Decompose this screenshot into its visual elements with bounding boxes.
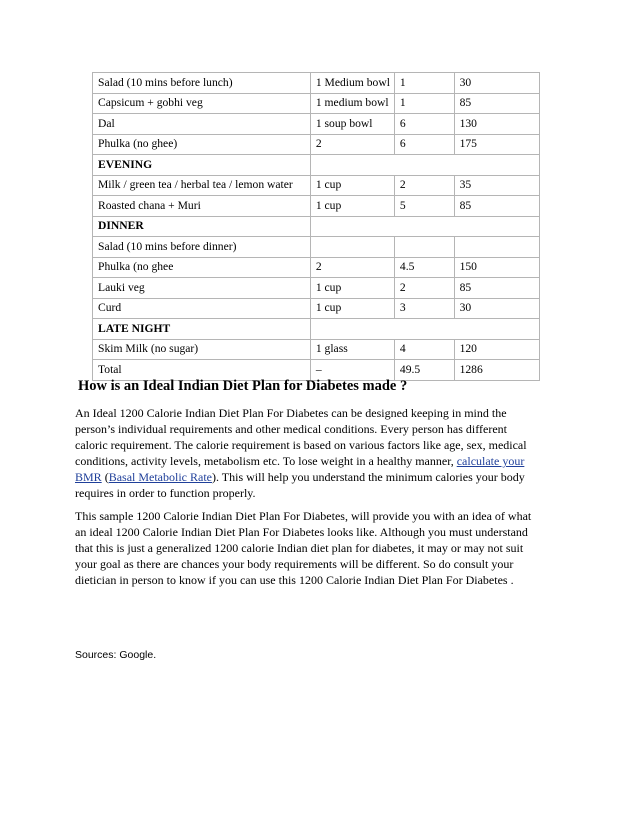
calories-cell: 30 [454,298,539,319]
calories-cell: 120 [454,339,539,360]
section-label: DINNER [93,216,311,237]
diet-plan-table-body [93,73,540,381]
value-cell: 5 [394,196,454,217]
paragraph-text: ). This will help you understand the minimum calories your body [212,470,525,484]
sample-plan-paragraph [75,508,565,588]
quantity-cell: 1 cup [310,278,394,299]
calories-cell: 150 [454,257,539,278]
paragraph-text: ( [101,470,109,484]
food-cell: Dal [93,114,311,135]
table-row [93,298,540,319]
calories-cell: 85 [454,93,539,114]
food-cell: Milk / green tea / herbal tea / lemon water [93,175,311,196]
value-cell: 49.5 [394,360,454,381]
value-cell: 3 [394,298,454,319]
food-cell: Roasted chana + Muri [93,196,311,217]
quantity-cell: – [310,360,394,381]
paragraph-line: caloric requirement. The calorie requirement is based on various factors like age, sex, medical [75,438,527,452]
quantity-cell: 1 cup [310,298,394,319]
table-row [93,93,540,114]
basal-metabolic-rate-link[interactable]: Basal Metabolic Rate [108,470,212,484]
quantity-cell: 2 [310,257,394,278]
table-section-row [93,319,540,340]
calculate-bmr-link[interactable]: calculate your [456,454,525,468]
food-cell: Salad (10 mins before dinner) [93,237,311,258]
calories-cell: 130 [454,114,539,135]
table-row [93,175,540,196]
table-row [93,114,540,135]
paragraph-line: person’s individual requirements and other medical conditions. Every person has different [75,422,507,436]
food-cell: Capsicum + gobhi veg [93,93,311,114]
food-cell: Skim Milk (no sugar) [93,339,311,360]
calories-cell: 1286 [454,360,539,381]
calories-cell: 85 [454,196,539,217]
table-row [93,196,540,217]
section-heading: How is an Ideal Indian Diet Plan for Diabetes made ? [78,378,408,394]
value-cell: 2 [394,175,454,196]
quantity-cell: 1 cup [310,196,394,217]
value-cell: 1 [394,93,454,114]
paragraph-text: conditions, activity levels, metabolism etc. To lose weight in a healthy manner, [75,454,457,468]
section-label: EVENING [93,155,311,176]
section-spacer [310,155,539,176]
quantity-cell [310,237,394,258]
intro-paragraph [75,405,565,501]
table-row [93,278,540,299]
food-cell: Phulka (no ghee) [93,134,311,155]
food-cell: Curd [93,298,311,319]
calculate-bmr-link-continued[interactable]: BMR [75,470,102,484]
diet-plan-table [92,72,540,381]
quantity-cell: 1 soup bowl [310,114,394,135]
food-cell: Salad (10 mins before lunch) [93,73,311,94]
paragraph-line: dietician in person to know if you can use this 1200 Calorie Indian Diet Plan For Diabetes . [75,573,514,587]
calories-cell: 30 [454,73,539,94]
food-cell: Phulka (no ghee [93,257,311,278]
paragraph-line: This sample 1200 Calorie Indian Diet Plan For Diabetes, will provide you with an idea of what [75,509,532,523]
value-cell: 1 [394,73,454,94]
calories-cell: 175 [454,134,539,155]
value-cell: 4 [394,339,454,360]
table-total-row [93,360,540,381]
sources-note: Sources: Google. [75,649,157,661]
table-row [93,237,540,258]
paragraph-line: requires in order to function properly. [75,486,256,500]
section-spacer [310,216,539,237]
table-section-row [93,155,540,176]
table-row [93,73,540,94]
value-cell [394,237,454,258]
calories-cell [454,237,539,258]
paragraph-line: that this is just a generalized 1200 calorie Indian diet plan for diabetes, it may or may not suit [75,541,524,555]
quantity-cell: 1 Medium bowl [310,73,394,94]
quantity-cell: 1 cup [310,175,394,196]
quantity-cell: 2 [310,134,394,155]
value-cell: 4.5 [394,257,454,278]
calories-cell: 35 [454,175,539,196]
calories-cell: 85 [454,278,539,299]
food-cell: Total [93,360,311,381]
paragraph-line: An Ideal 1200 Calorie Indian Diet Plan For Diabetes can be designed keeping in mind the [75,406,507,420]
table-row [93,134,540,155]
food-cell: Lauki veg [93,278,311,299]
table-section-row [93,216,540,237]
value-cell: 6 [394,114,454,135]
table-row [93,257,540,278]
section-spacer [310,319,539,340]
section-label: LATE NIGHT [93,319,311,340]
table-row [93,339,540,360]
paragraph-line [75,469,565,485]
paragraph-line: your goal as there are chances your body requirements will be different. So do consult your [75,557,514,571]
quantity-cell: 1 medium bowl [310,93,394,114]
paragraph-line: an ideal 1200 Calorie Indian Diet Plan For Diabetes looks like. Although you must understand [75,525,528,539]
paragraph-line [75,453,565,469]
quantity-cell: 1 glass [310,339,394,360]
value-cell: 6 [394,134,454,155]
value-cell: 2 [394,278,454,299]
